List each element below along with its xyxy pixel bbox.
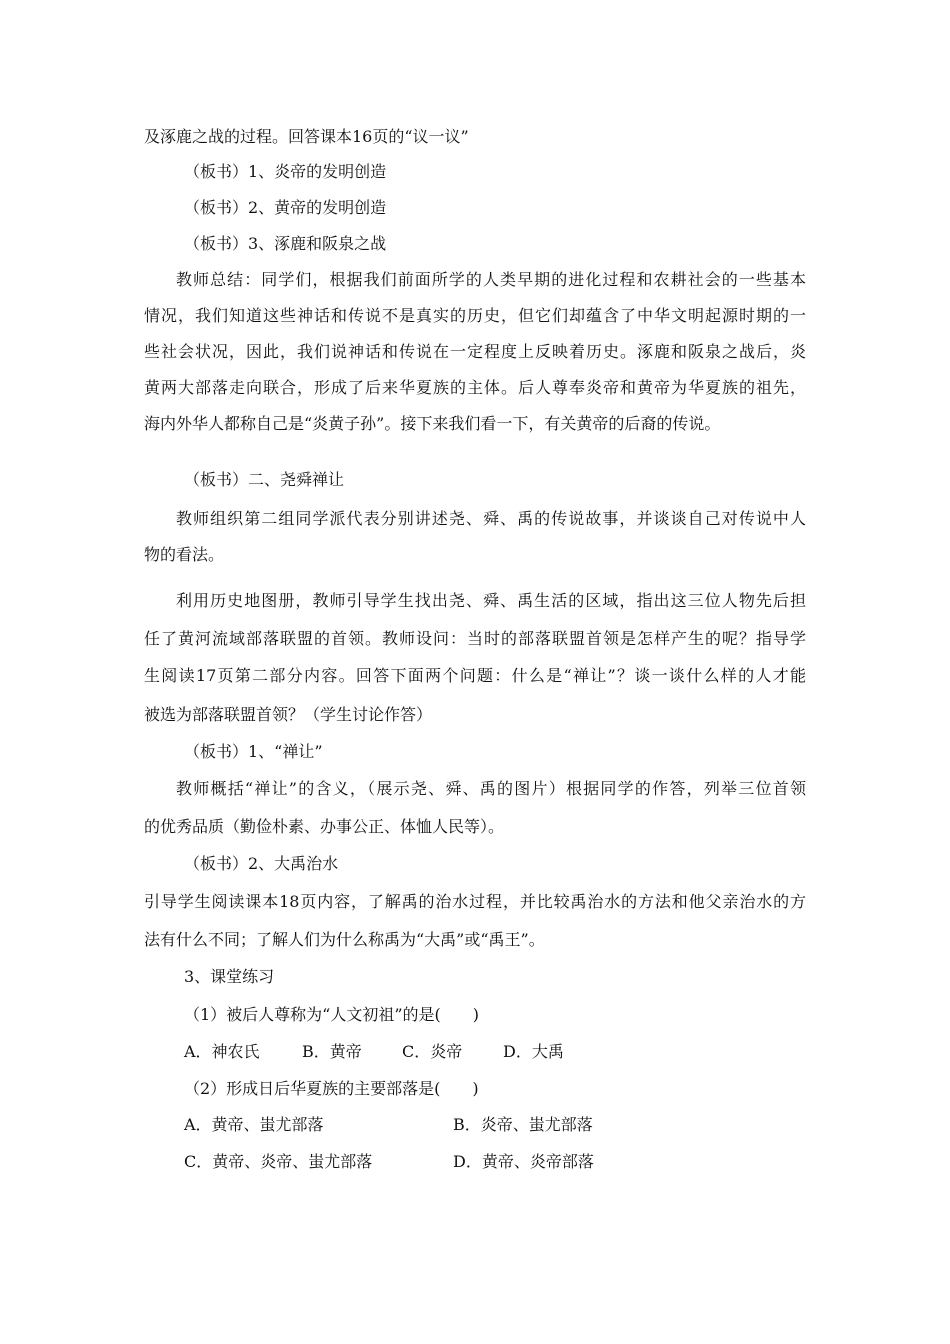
text-line: 生阅读17页第二部分内容。回答下面两个问题：什么是“禅让”？谈一谈什么样的人才能 [144, 666, 806, 685]
option-c: C．炎帝 [402, 1042, 463, 1061]
question-stem: （1）被后人尊称为“人文初祖”的是( ) [184, 1005, 480, 1024]
text-line: 教师组织第二组同学派代表分别讲述尧、舜、禹的传说故事，并谈谈自己对传说中人 [176, 509, 806, 528]
text-line: 情况，我们知道这些神话和传说不是真实的历史，但它们却蕴含了中华文明起源时期的一 [144, 306, 806, 325]
question-stem: （2）形成日后华夏族的主要部落是( ) [184, 1079, 479, 1098]
text-line: 教师总结：同学们，根据我们前面所学的人类早期的进化过程和农耕社会的一些基本 [176, 270, 806, 289]
text-line: 教师概括“禅让”的含义，（展示尧、舜、禹的图片）根据同学的作答，列举三位首领 [176, 779, 806, 798]
board-heading: （板书）2、大禹治水 [184, 854, 339, 873]
text-line: 法有什么不同；了解人们为什么称禹为“大禹”或“禹王”。 [144, 930, 545, 949]
text-line: 被选为部落联盟首领？（学生讨论作答） [144, 705, 433, 724]
option-a: A．黄帝、蚩尤部落 [184, 1115, 324, 1134]
text-line: 任了黄河流域部落联盟的首领。教师设问：当时的部落联盟首领是怎样产生的呢？指导学 [144, 629, 806, 648]
text-line: 些社会状况，因此，我们说神话和传说在一定程度上反映着历史。涿鹿和阪泉之战后，炎 [144, 342, 806, 361]
option-d: D．黄帝、炎帝部落 [453, 1152, 594, 1171]
board-heading: （板书）二、尧舜禅让 [184, 470, 345, 489]
text-line: 利用历史地图册，教师引导学生找出尧、舜、禹生活的区域，指出这三位人物先后担 [176, 591, 806, 610]
board-heading: （板书）1、炎帝的发明创造 [184, 162, 387, 181]
text-line: 的优秀品质（勤俭朴素、办事公正、体恤人民等）。 [144, 817, 505, 836]
text-line: 物的看法。 [144, 545, 225, 564]
option-b: B．炎帝、蚩尤部落 [453, 1115, 593, 1134]
option-b: B．黄帝 [302, 1042, 362, 1061]
board-heading: （板书）2、黄帝的发明创造 [184, 198, 387, 217]
option-d: D．大禹 [503, 1042, 564, 1061]
text-line: 海内外华人都称自己是“炎黄子孙”。接下来我们看一下，有关黄帝的后裔的传说。 [144, 414, 721, 433]
text-line: 引导学生阅读课本18页内容，了解禹的治水过程，并比较禹治水的方法和他父亲治水的方 [144, 892, 806, 911]
option-a: A．神农氏 [184, 1042, 260, 1061]
board-heading: （板书）3、涿鹿和阪泉之战 [184, 234, 387, 253]
text-line: 黄两大部落走向联合，形成了后来华夏族的主体。后人尊奉炎帝和黄帝为华夏族的祖先， [144, 378, 806, 397]
text-line: 及涿鹿之战的过程。回答课本16页的“议一议” [144, 127, 469, 146]
section-heading: 3、课堂练习 [184, 967, 275, 986]
option-c: C．黄帝、炎帝、蚩尤部落 [184, 1152, 373, 1171]
board-heading: （板书）1、“禅让” [184, 742, 323, 761]
